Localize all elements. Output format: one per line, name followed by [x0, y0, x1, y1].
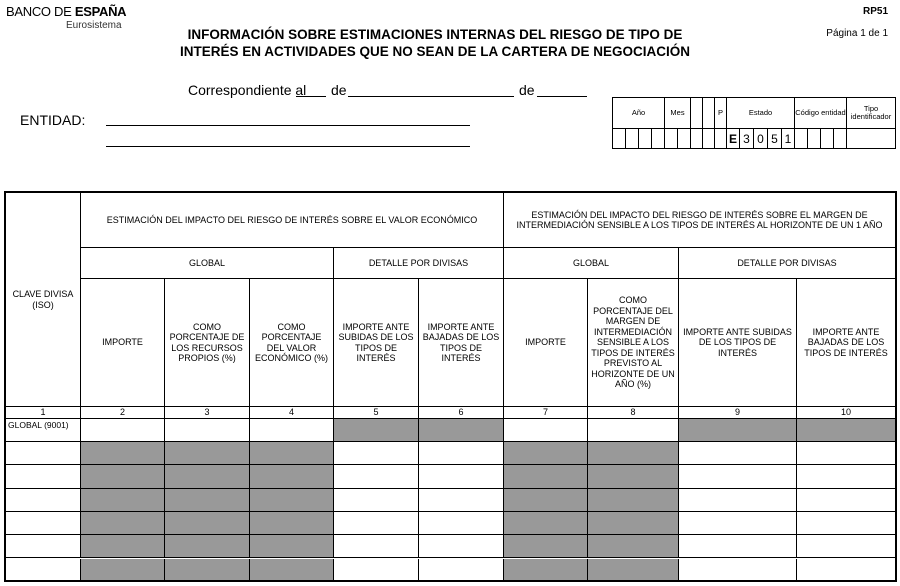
global-row-label: GLOBAL (9001) [6, 419, 81, 442]
table-cell[interactable] [797, 489, 895, 512]
table-cell-disabled [588, 489, 679, 512]
id-cell[interactable] [691, 129, 703, 149]
col-header-10: IMPORTE ANTE BAJADAS DE LOS TIPOS DE INTERÉS [797, 279, 895, 407]
mes-header: Mes [665, 98, 691, 128]
table-cell-disabled [250, 535, 334, 558]
table-cell-disabled [81, 512, 165, 535]
table-cell[interactable] [419, 465, 504, 488]
table-cell[interactable] [679, 535, 797, 558]
col-header-3: COMO PORCENTAJE DE LOS RECURSOS PROPIOS (%) [165, 279, 250, 407]
table-cell-disabled [504, 512, 588, 535]
table-cell-disabled [588, 535, 679, 558]
currency-key-cell[interactable] [6, 535, 81, 558]
table-cell-disabled [81, 442, 165, 465]
table-cell-disabled [504, 559, 588, 581]
codigo-entidad-header: Código entidad [795, 98, 847, 128]
id-cell[interactable] [834, 129, 847, 149]
detalle-margen-header: DETALLE POR DIVISAS [679, 248, 895, 279]
id-cell[interactable] [821, 129, 834, 149]
table-cell-disabled [250, 489, 334, 512]
currency-key-cell[interactable] [6, 442, 81, 465]
ano-header: Año [613, 98, 665, 128]
table-cell[interactable] [679, 559, 797, 581]
table-cell-disabled [250, 465, 334, 488]
table-cell-disabled [504, 465, 588, 488]
table-cell[interactable] [250, 419, 334, 442]
col-header-5: IMPORTE ANTE SUBIDAS DE LOS TIPOS DE INTERÉS [334, 279, 419, 407]
logo-subtitle: Eurosistema [66, 20, 122, 31]
estado-cell: 5 [768, 129, 782, 149]
id-cell[interactable] [847, 129, 895, 149]
table-cell[interactable] [797, 559, 895, 581]
form-title: INFORMACIÓN SOBRE ESTIMACIONES INTERNAS DEL RIESGO DE TIPO DE INTERÉS EN ACTIVIDADES QUE NO SEAN DE LA CARTERA DE NEGOCIACIÓN [179, 27, 691, 59]
estado-cell: 3 [740, 129, 754, 149]
table-cell[interactable] [334, 512, 419, 535]
entidad-field-2[interactable] [106, 133, 470, 147]
table-cell-disabled [419, 419, 504, 442]
col-header-2: IMPORTE [81, 279, 165, 407]
estado-cell: 0 [754, 129, 768, 149]
currency-key-cell[interactable] [6, 489, 81, 512]
table-cell-disabled [81, 489, 165, 512]
month-field[interactable] [348, 82, 514, 97]
table-cell-disabled [588, 559, 679, 581]
table-cell-disabled [165, 465, 250, 488]
table-cell-disabled [679, 419, 797, 442]
table-cell-disabled [588, 442, 679, 465]
table-cell-disabled [504, 442, 588, 465]
table-cell[interactable] [334, 535, 419, 558]
risk-table [4, 191, 897, 582]
table-cell-disabled [250, 512, 334, 535]
table-cell[interactable] [334, 559, 419, 581]
table-cell-disabled [250, 442, 334, 465]
col-number: 9 [679, 407, 797, 419]
table-cell[interactable] [679, 442, 797, 465]
table-cell-disabled [504, 535, 588, 558]
table-cell-disabled [797, 419, 895, 442]
currency-key-cell[interactable] [6, 465, 81, 488]
entidad-label: ENTIDAD: [20, 112, 86, 128]
table-cell-disabled [81, 559, 165, 581]
col-header-7: IMPORTE [504, 279, 588, 407]
currency-key-cell[interactable] [6, 512, 81, 535]
table-cell[interactable] [419, 535, 504, 558]
table-cell-disabled [165, 442, 250, 465]
table-cell[interactable] [679, 465, 797, 488]
id-cell[interactable] [715, 129, 727, 149]
col-number: 10 [797, 407, 895, 419]
tipo-identificador-header: Tipo identificador [850, 104, 892, 121]
table-cell-disabled [588, 512, 679, 535]
table-cell-disabled [504, 489, 588, 512]
page-indicator: Página 1 de 1 [826, 28, 888, 39]
table-cell[interactable] [419, 559, 504, 581]
table-cell[interactable] [797, 535, 895, 558]
id-cell[interactable] [678, 129, 691, 149]
col-header-8: COMO PORCENTAJE DEL MARGEN DE INTERMEDIACIÓN SENSIBLE A LOS TIPOS DE INTERÉS PREVISTO AL HORIZONTE DE UN AÑO (%) [588, 279, 679, 407]
col-number: 7 [504, 407, 588, 419]
table-cell-disabled [334, 419, 419, 442]
table-cell-disabled [81, 535, 165, 558]
table-cell[interactable] [504, 419, 588, 442]
entidad-field-1[interactable] [106, 112, 470, 126]
id-cell[interactable] [626, 129, 639, 149]
estado-cell: E [727, 129, 740, 149]
table-cell[interactable] [588, 419, 679, 442]
table-cell-disabled [165, 489, 250, 512]
col-number: 1 [6, 407, 81, 419]
correspondiente-label: Correspondiente al [188, 82, 307, 98]
detalle-valor-header: DETALLE POR DIVISAS [334, 248, 504, 279]
table-cell[interactable] [419, 512, 504, 535]
id-cell[interactable] [639, 129, 652, 149]
id-cell[interactable] [652, 129, 665, 149]
table-cell-disabled [588, 465, 679, 488]
table-cell-disabled [250, 559, 334, 581]
table-cell[interactable] [81, 419, 165, 442]
id-cell[interactable] [613, 129, 626, 149]
form-code: RP51 [862, 6, 888, 17]
col-number: 8 [588, 407, 679, 419]
estado-cell: 1 [782, 129, 795, 149]
margen-group-header: ESTIMACIÓN DEL IMPACTO DEL RIESGO DE INTERÉS SOBRE EL MARGEN DE INTERMEDIACIÓN SENSIBLE A LOS TIPOS DE INTERÉS AL HORIZONTE DE UN 1 AÑO [504, 193, 895, 248]
id-cell[interactable] [795, 129, 808, 149]
id-cell[interactable] [703, 129, 715, 149]
table-cell-disabled [165, 535, 250, 558]
table-cell[interactable] [334, 442, 419, 465]
table-cell[interactable] [419, 489, 504, 512]
identifier-box [612, 97, 896, 149]
estado-header: Estado [727, 98, 795, 128]
table-cell-disabled [165, 559, 250, 581]
year-field[interactable] [537, 82, 587, 97]
table-cell[interactable] [679, 512, 797, 535]
table-cell[interactable] [419, 442, 504, 465]
valor-economico-group-header: ESTIMACIÓN DEL IMPACTO DEL RIESGO DE INTERÉS SOBRE EL VALOR ECONÓMICO [81, 193, 504, 248]
de-label-2: de [519, 82, 535, 98]
global-margen-header: GLOBAL [504, 248, 679, 279]
col-number: 5 [334, 407, 419, 419]
col-header-9: IMPORTE ANTE SUBIDAS DE LOS TIPOS DE INTERÉS [679, 279, 797, 407]
id-cell[interactable] [665, 129, 678, 149]
col-number: 6 [419, 407, 504, 419]
col-number: 3 [165, 407, 250, 419]
col-number: 2 [81, 407, 165, 419]
col-header-4: COMO PORCENTAJE DEL VALOR ECONÓMICO (%) [250, 279, 334, 407]
table-cell[interactable] [797, 442, 895, 465]
global-valor-header: GLOBAL [81, 248, 334, 279]
table-cell-disabled [81, 465, 165, 488]
bank-logo: BANCO DE ESPAÑA [6, 4, 127, 19]
table-cell[interactable] [334, 489, 419, 512]
table-cell[interactable] [797, 465, 895, 488]
col-header-6: IMPORTE ANTE BAJADAS DE LOS TIPOS DE INTERÉS [419, 279, 504, 407]
p-header: P [715, 98, 727, 128]
table-cell[interactable] [797, 512, 895, 535]
day-field[interactable] [296, 82, 326, 97]
table-cell[interactable] [165, 419, 250, 442]
id-cell[interactable] [808, 129, 821, 149]
clave-divisa-header: CLAVE DIVISA (ISO) [6, 193, 81, 407]
currency-key-cell[interactable] [6, 559, 81, 581]
table-cell-disabled [165, 512, 250, 535]
table-cell[interactable] [679, 489, 797, 512]
de-label-1: de [331, 82, 347, 98]
table-cell[interactable] [334, 465, 419, 488]
col-number: 4 [250, 407, 334, 419]
